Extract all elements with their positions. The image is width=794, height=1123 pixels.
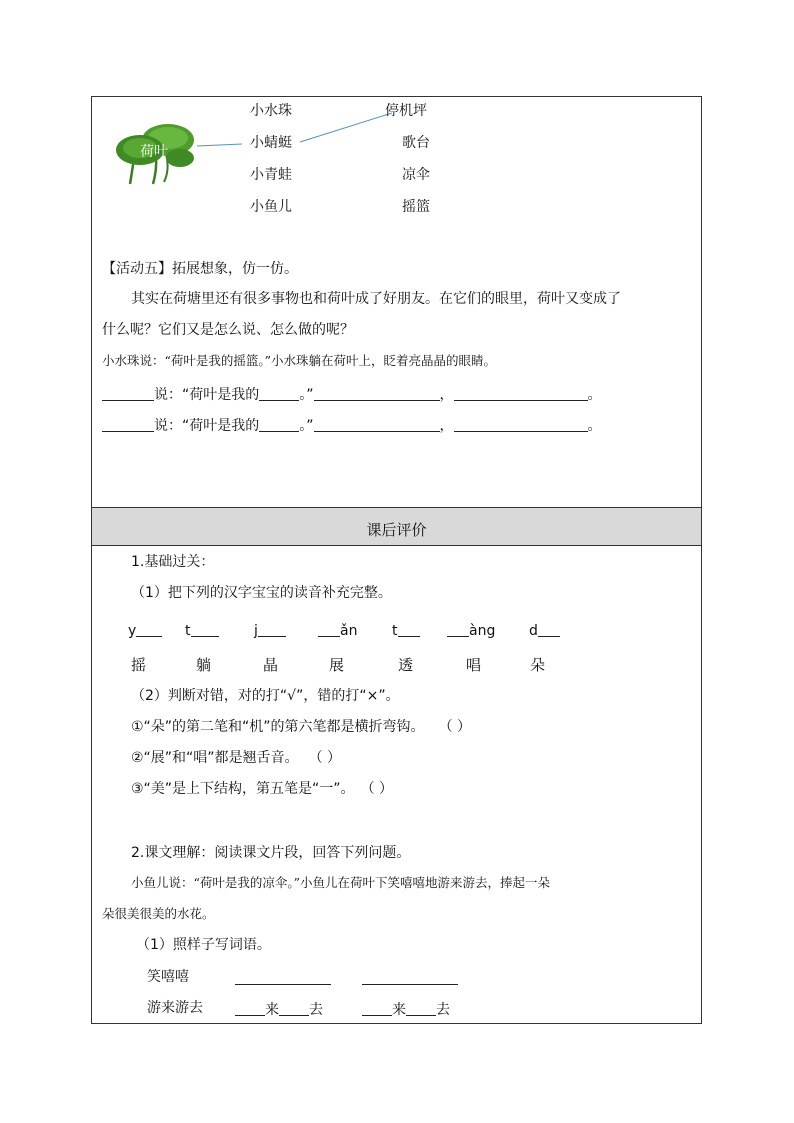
hanzi: 展	[329, 656, 345, 674]
match-lines	[0, 0, 794, 300]
section-banner	[92, 508, 701, 545]
example-word: 笑嘻嘻	[147, 969, 189, 985]
blank[interactable]	[259, 417, 299, 432]
blank[interactable]	[191, 622, 219, 637]
pattern-fill: 来 去	[235, 1001, 323, 1017]
blank[interactable]	[314, 417, 440, 432]
blank[interactable]	[362, 970, 458, 985]
blank[interactable]	[454, 386, 588, 401]
hanzi: 透	[398, 656, 414, 674]
blank[interactable]	[398, 622, 420, 637]
pinyin-item: d	[529, 622, 560, 638]
pinyin-item: ǎn	[318, 622, 357, 638]
blank[interactable]	[447, 622, 469, 637]
judge-item: ①“朵”的第二笔和“机”的第六笔都是横折弯钩。 （ ）	[131, 719, 472, 735]
right-item: 凉伞	[402, 167, 430, 183]
fill-line: 说：“荷叶是我的 。” ， 。	[102, 386, 602, 402]
blank[interactable]	[102, 386, 154, 401]
pattern-fill: 来 去	[362, 1001, 450, 1017]
pinyin-item: j	[254, 622, 286, 638]
fill-line: 说：“荷叶是我的 。” ， 。	[102, 417, 602, 433]
pinyin-item: t	[185, 622, 219, 638]
passage: 朵很美很美的水花。	[102, 906, 215, 921]
pinyin-item: àng	[447, 622, 495, 638]
hanzi: 躺	[196, 656, 212, 674]
blank[interactable]	[259, 386, 299, 401]
activity-paragraph: 什么呢？它们又是怎么说、怎么做的呢？	[102, 322, 354, 338]
blank[interactable]	[362, 1001, 392, 1016]
pinyin-item: t	[392, 622, 420, 638]
match-line-dragonfly	[300, 113, 392, 142]
basic-title: 1.基础过关：	[131, 554, 215, 570]
leaf-label: 荷叶	[140, 144, 168, 160]
blank[interactable]	[454, 417, 588, 432]
example-sentence: 小水珠说：“荷叶是我的摇篮。”小水珠躺在荷叶上，眨着亮晶晶的眼睛。	[102, 353, 497, 368]
hanzi: 晶	[263, 656, 279, 674]
answer-paren[interactable]: （ ）	[308, 750, 342, 766]
right-item: 摇篮	[402, 199, 430, 215]
blank[interactable]	[406, 1001, 436, 1016]
passage: 小鱼儿说：“荷叶是我的凉伞。”小鱼儿在荷叶下笑嘻嘻地游来游去，捧起一朵	[131, 875, 551, 890]
blank[interactable]	[279, 1001, 309, 1016]
answer-paren[interactable]: （ ）	[360, 781, 394, 797]
hanzi: 朵	[530, 656, 546, 674]
blank[interactable]	[318, 622, 340, 637]
leaf-connector-line	[197, 144, 242, 146]
left-item: 小青蛙	[250, 167, 292, 183]
hanzi: 唱	[466, 656, 482, 674]
reading-question-1: （1）照样子写词语。	[136, 937, 271, 953]
divider	[91, 545, 702, 546]
judge-item: ②“展”和“唱”都是翘舌音。 （ ）	[131, 750, 342, 766]
section-title: 课后评价	[366, 521, 427, 539]
blank[interactable]	[102, 417, 154, 432]
blank[interactable]	[235, 1001, 265, 1016]
left-item: 小水珠	[250, 103, 292, 119]
pinyin-item: y	[128, 622, 162, 638]
answer-paren[interactable]: （ ）	[438, 719, 472, 735]
activity-title: 【活动五】拓展想象，仿一仿。	[102, 261, 298, 277]
blank[interactable]	[258, 622, 286, 637]
blank[interactable]	[314, 386, 440, 401]
right-item: 停机坪	[385, 103, 427, 119]
blank[interactable]	[235, 970, 331, 985]
activity-paragraph: 其实在荷塘里还有很多事物也和荷叶成了好朋友。在它们的眼里，荷叶又变成了	[131, 291, 621, 307]
hanzi: 摇	[131, 656, 147, 674]
blank[interactable]	[538, 622, 560, 637]
left-item: 小蜻蜓	[250, 135, 292, 151]
right-item: 歌台	[402, 135, 430, 151]
reading-title: 2.课文理解：阅读课文片段，回答下列问题。	[131, 845, 411, 861]
left-item: 小鱼儿	[250, 199, 292, 215]
question-1: （1）把下列的汉字宝宝的读音补充完整。	[131, 585, 392, 601]
question-2: （2）判断对错，对的打“√”，错的打“×”。	[131, 688, 400, 704]
judge-item: ③“美”是上下结构，第五笔是“一”。 （ ）	[131, 781, 394, 797]
blank[interactable]	[136, 622, 162, 637]
example-word: 游来游去	[147, 1000, 203, 1016]
